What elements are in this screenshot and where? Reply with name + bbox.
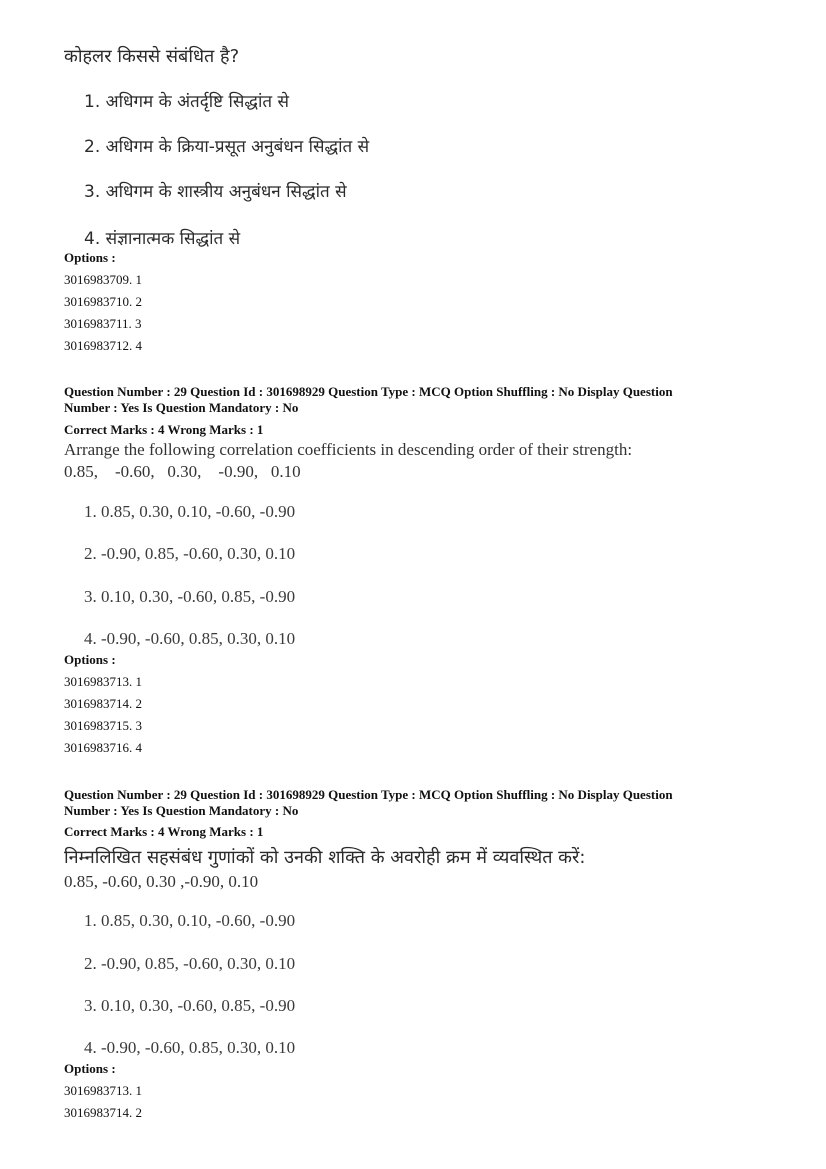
question-text: निम्नलिखित सहसंबंध गुणांकों को उनकी शक्ति के अवरोही क्रम में व्यवस्थित करें: [64, 847, 586, 868]
option-id: 3016983716. 4 [64, 740, 142, 755]
option-id: 3016983713. 1 [64, 674, 142, 689]
choice-4: 4. -0.90, -0.60, 0.85, 0.30, 0.10 [84, 1038, 296, 1057]
choice-2: 2. अधिगम के क्रिया-प्रसूत अनुबंधन सिद्धांत से [84, 137, 370, 157]
choice-1: 1. अधिगम के अंतर्दृष्टि सिद्धांत से [84, 92, 289, 112]
question-meta-line-1: Question Number : 29 Question Id : 301698929 Question Type : MCQ Option Shuffling : No Display Question [64, 384, 673, 399]
options-label: Options : [64, 1061, 116, 1076]
choice-4: 4. -0.90, -0.60, 0.85, 0.30, 0.10 [84, 629, 296, 648]
question-meta [64, 787, 764, 819]
choice-1: 1. 0.85, 0.30, 0.10, -0.60, -0.90 [84, 502, 296, 521]
question-values: 0.85, -0.60, 0.30, -0.90, 0.10 [64, 462, 301, 481]
question-values: 0.85, -0.60, 0.30 ,-0.90, 0.10 [64, 872, 259, 891]
option-id: 3016983710. 2 [64, 294, 142, 309]
option-id: 3016983713. 1 [64, 1083, 142, 1098]
option-id: 3016983709. 1 [64, 272, 142, 287]
option-id: 3016983714. 2 [64, 1105, 142, 1120]
option-id: 3016983711. 3 [64, 316, 142, 331]
option-id: 3016983714. 2 [64, 696, 142, 711]
options-label: Options : [64, 250, 116, 265]
choice-3: 3. 0.10, 0.30, -0.60, 0.85, -0.90 [84, 587, 296, 606]
option-id: 3016983715. 3 [64, 718, 142, 733]
choice-3: 3. अधिगम के शास्त्रीय अनुबंधन सिद्धांत से [84, 182, 347, 202]
marks-info: Correct Marks : 4 Wrong Marks : 1 [64, 422, 264, 437]
options-label: Options : [64, 652, 116, 667]
question-meta-line-1: Question Number : 29 Question Id : 301698929 Question Type : MCQ Option Shuffling : No Display Question [64, 787, 673, 802]
choice-4: 4. संज्ञानात्मक सिद्धांत से [84, 229, 241, 249]
choice-2: 2. -0.90, 0.85, -0.60, 0.30, 0.10 [84, 544, 296, 563]
question-meta-line-2: Number : Yes Is Question Mandatory : No [64, 803, 299, 818]
question-meta [64, 384, 764, 416]
question-text: कोहलर किससे संबंधित है? [64, 46, 240, 67]
choice-3: 3. 0.10, 0.30, -0.60, 0.85, -0.90 [84, 996, 296, 1015]
marks-info: Correct Marks : 4 Wrong Marks : 1 [64, 824, 264, 839]
question-text: Arrange the following correlation coefficients in descending order of their strength: [64, 440, 633, 459]
choice-1: 1. 0.85, 0.30, 0.10, -0.60, -0.90 [84, 911, 296, 930]
option-id: 3016983712. 4 [64, 338, 142, 353]
question-meta-line-2: Number : Yes Is Question Mandatory : No [64, 400, 299, 415]
choice-2: 2. -0.90, 0.85, -0.60, 0.30, 0.10 [84, 954, 296, 973]
